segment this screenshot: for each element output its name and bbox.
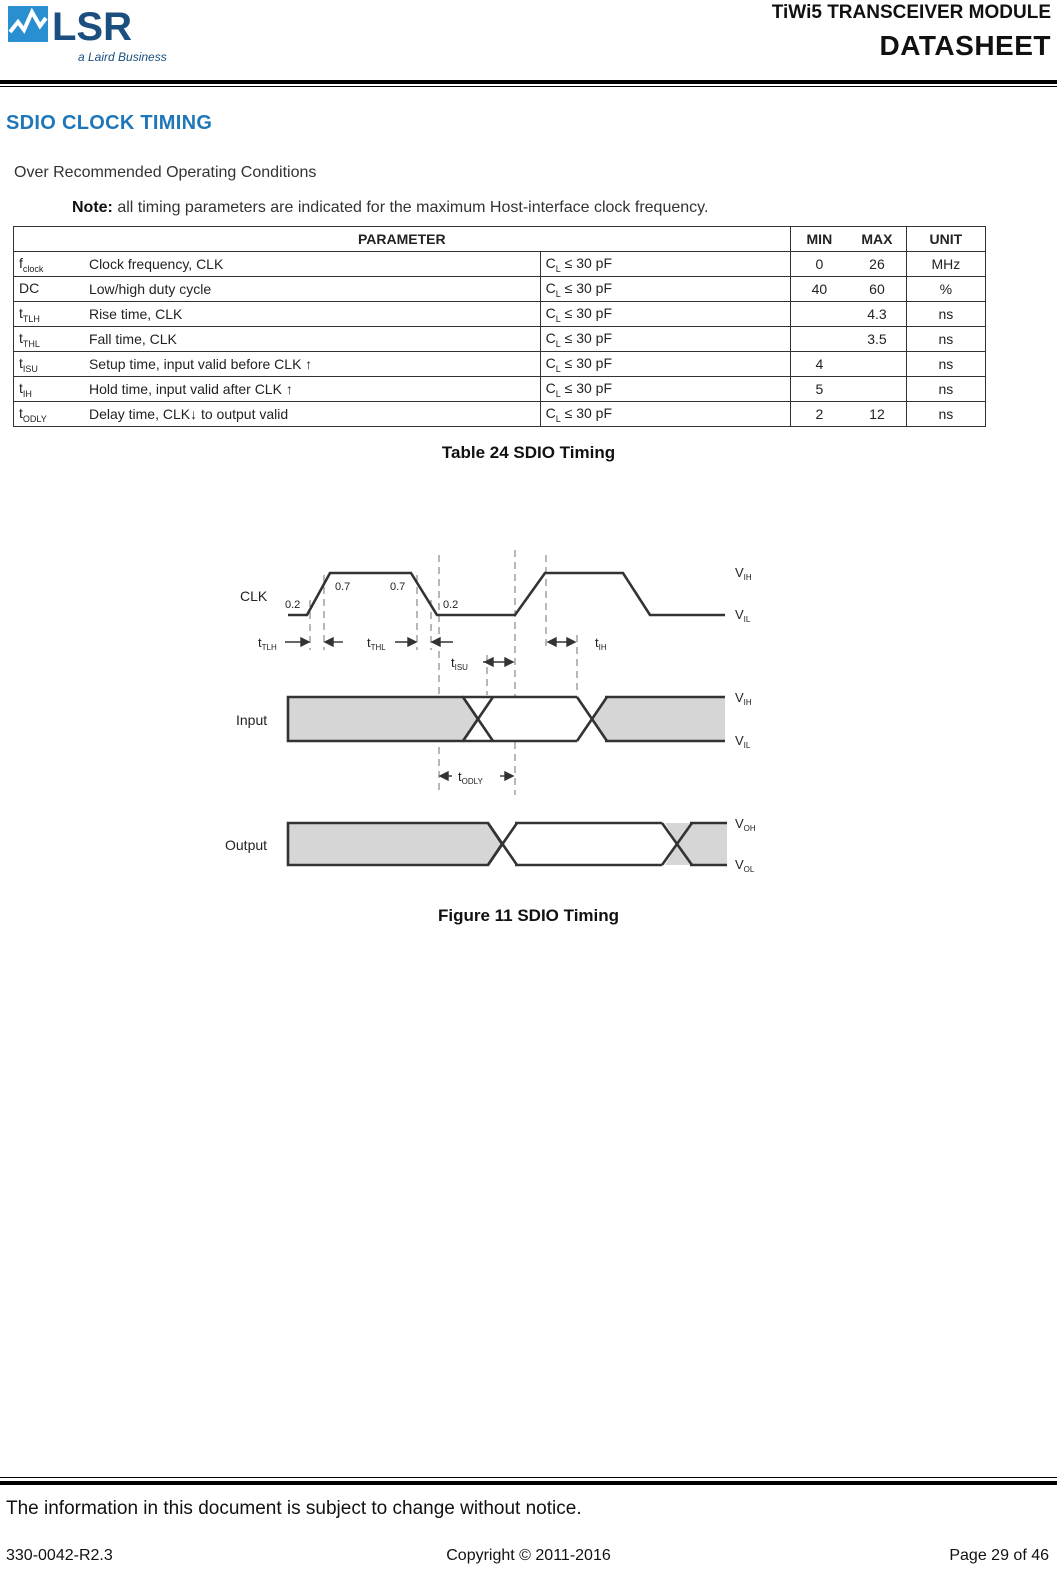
param-condition: $C_L \le 30$ pF bbox=[540, 377, 790, 402]
param-min: 5 bbox=[790, 377, 848, 402]
param-unit: ns bbox=[906, 302, 985, 327]
param-condition: $C_L \le 30$ pF bbox=[540, 402, 790, 427]
param-condition: $C_L \le 30$ pF bbox=[540, 352, 790, 377]
param-description: Clock frequency, CLK bbox=[84, 252, 540, 277]
param-max: 60 bbox=[848, 277, 906, 302]
table-row bbox=[14, 277, 986, 302]
footer-rule bbox=[0, 1481, 1057, 1485]
param-condition: $C_L \le 30$ pF bbox=[540, 252, 790, 277]
table-header-row bbox=[14, 227, 986, 252]
param-min: 0 bbox=[790, 252, 848, 277]
logo-tagline: a Laird Business bbox=[78, 50, 167, 64]
table-row bbox=[14, 352, 986, 377]
param-min: 2 bbox=[790, 402, 848, 427]
output-vol: $V_{OL}$ bbox=[735, 857, 755, 874]
clk-vih: $V_{IH}$ bbox=[735, 565, 752, 582]
clk-waveform bbox=[288, 573, 725, 615]
doc-title-line2: DATASHEET bbox=[879, 30, 1051, 61]
param-description: Rise time, CLK bbox=[84, 302, 540, 327]
param-max bbox=[848, 377, 906, 402]
thl-label: $t_{THL}$ bbox=[367, 635, 386, 652]
lsr-logo bbox=[6, 2, 167, 66]
footer-notice: The information in this document is subject to change without notice. bbox=[6, 1498, 582, 1519]
logo-text: LSR bbox=[52, 5, 132, 49]
param-symbol: DC bbox=[14, 277, 84, 302]
param-min bbox=[790, 327, 848, 352]
table-row bbox=[14, 327, 986, 352]
param-max: 12 bbox=[848, 402, 906, 427]
param-condition: $C_L \le 30$ pF bbox=[540, 302, 790, 327]
param-symbol: $t_{ISU}$ bbox=[14, 352, 84, 377]
level-07-rise: 0.7 bbox=[335, 581, 351, 593]
header-unit: UNIT bbox=[906, 227, 985, 252]
section-title: SDIO CLOCK TIMING bbox=[6, 112, 213, 134]
input-label: Input bbox=[236, 712, 268, 728]
level-07-fall: 0.7 bbox=[390, 581, 406, 593]
tlh-label: $t_{TLH}$ bbox=[258, 635, 277, 652]
header-rule bbox=[0, 80, 1057, 84]
level-02-fall: 0.2 bbox=[443, 599, 459, 611]
footer-rule-thin bbox=[0, 1477, 1057, 1478]
param-description: Hold time, input valid after CLK ↑ bbox=[84, 377, 540, 402]
note-label: Note: bbox=[72, 199, 113, 216]
footer-doc-number: 330-0042-R2.3 bbox=[6, 1547, 113, 1564]
table-caption: Table 24 SDIO Timing bbox=[441, 443, 616, 462]
param-min: 4 bbox=[790, 352, 848, 377]
param-description: Fall time, CLK bbox=[84, 327, 540, 352]
param-max bbox=[848, 352, 906, 377]
output-label: Output bbox=[225, 837, 268, 853]
param-unit: MHz bbox=[906, 252, 985, 277]
odly-label: $t_{ODLY}$ bbox=[458, 769, 483, 786]
param-description: Setup time, input valid before CLK ↑ bbox=[84, 352, 540, 377]
table-row bbox=[14, 377, 986, 402]
param-description: Low/high duty cycle bbox=[84, 277, 540, 302]
note-body: all timing parameters are indicated for the maximum Host-interface clock frequency. bbox=[112, 199, 709, 216]
note-text bbox=[72, 199, 708, 217]
param-max: 3.5 bbox=[848, 327, 906, 352]
conditions-text: Over Recommended Operating Conditions bbox=[14, 164, 317, 181]
param-unit: ns bbox=[906, 352, 985, 377]
header-rule-thin bbox=[0, 86, 1057, 87]
header-parameter: PARAMETER bbox=[14, 227, 791, 252]
param-symbol: $t_{TLH}$ bbox=[14, 302, 84, 327]
param-unit: % bbox=[906, 277, 985, 302]
sdio-timing-table bbox=[13, 226, 986, 427]
param-symbol: $t_{IH}$ bbox=[14, 377, 84, 402]
input-waveform bbox=[288, 697, 725, 741]
param-description: Delay time, CLK↓ to output valid bbox=[84, 402, 540, 427]
input-vil: $V_{IL}$ bbox=[735, 733, 751, 750]
header-min: MIN bbox=[790, 227, 848, 252]
param-condition: $C_L \le 30$ pF bbox=[540, 277, 790, 302]
sdio-timing-diagram bbox=[215, 545, 780, 885]
param-unit: ns bbox=[906, 402, 985, 427]
table-row bbox=[14, 252, 986, 277]
table-row bbox=[14, 302, 986, 327]
doc-title-line1: TiWi5 TRANSCEIVER MODULE bbox=[771, 2, 1051, 23]
output-waveform bbox=[288, 823, 727, 865]
figure-caption: Figure 11 SDIO Timing bbox=[437, 906, 620, 925]
clk-label: CLK bbox=[240, 588, 268, 604]
clk-vil: $V_{IL}$ bbox=[735, 607, 751, 624]
param-unit: ns bbox=[906, 327, 985, 352]
output-voh: $V_{OH}$ bbox=[735, 816, 756, 833]
param-condition: $C_L \le 30$ pF bbox=[540, 327, 790, 352]
footer-copyright: Copyright © 2011-2016 bbox=[446, 1547, 611, 1564]
ih-label: $t_{IH}$ bbox=[595, 635, 607, 652]
table-row bbox=[14, 402, 986, 427]
param-min: 40 bbox=[790, 277, 848, 302]
param-symbol: $t_{ODLY}$ bbox=[14, 402, 84, 427]
input-vih: $V_{IH}$ bbox=[735, 690, 752, 707]
param-symbol: $f_{clock}$ bbox=[14, 252, 84, 277]
isu-label: $t_{ISU}$ bbox=[451, 655, 468, 672]
param-max: 26 bbox=[848, 252, 906, 277]
footer-page-number: Page 29 of 46 bbox=[949, 1547, 1049, 1564]
param-unit: ns bbox=[906, 377, 985, 402]
header-max: MAX bbox=[848, 227, 906, 252]
param-symbol: $t_{THL}$ bbox=[14, 327, 84, 352]
level-02-rise: 0.2 bbox=[285, 599, 301, 611]
param-min bbox=[790, 302, 848, 327]
param-max: 4.3 bbox=[848, 302, 906, 327]
